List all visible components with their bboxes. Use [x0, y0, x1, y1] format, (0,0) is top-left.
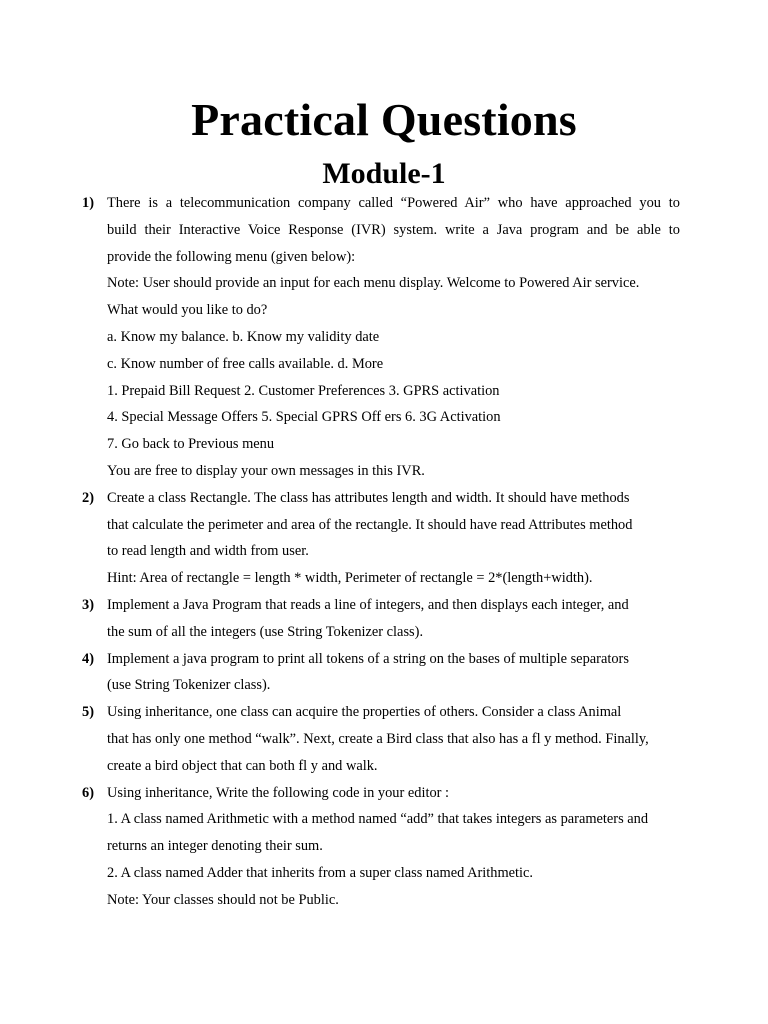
question-line: Hint: Area of rectangle = length * width, Perimeter of rectangle = 2*(length+width).: [107, 570, 593, 587]
question-line: Note: User should provide an input for each menu display. Welcome to Powered Air service.: [107, 275, 640, 292]
question-3: [82, 592, 680, 646]
question-line: What would you like to do?: [107, 302, 268, 319]
question-number: 5): [82, 704, 94, 721]
question-number: 2): [82, 489, 94, 506]
question-6: [82, 780, 680, 914]
question-line: Using inheritance, Write the following code in your editor :: [107, 784, 450, 801]
question-line: Note: Your classes should not be Public.: [107, 891, 339, 908]
question-number: 1): [82, 195, 94, 211]
question-line: that has only one method “walk”. Next, create a Bird class that also has a fl y method. Finally,: [107, 730, 649, 747]
question-2: [82, 485, 680, 592]
question-line: 4. Special Message Offers 5. Special GPRS Off ers 6. 3G Activation: [107, 409, 501, 426]
question-line: Create a class Rectangle. The class has attributes length and width. It should have methods: [107, 489, 630, 506]
module-heading: Module-1: [322, 157, 446, 190]
question-line: build their Interactive Voice Response (IVR) system. write a Java program and be able to: [107, 221, 680, 238]
question-line: You are free to display your own messages in this IVR.: [107, 462, 425, 479]
question-line: 1. A class named Arithmetic with a method named “add” that takes integers as parameters and: [107, 811, 649, 828]
question-line: 2. A class named Adder that inherits from a super class named Arithmetic.: [107, 864, 534, 881]
question-line: (use String Tokenizer class).: [107, 677, 271, 694]
question-line: returns an integer denoting their sum.: [107, 838, 323, 855]
question-line: c. Know number of free calls available. d. More: [107, 355, 384, 372]
question-line: to read length and width from user.: [107, 543, 309, 560]
question-line: 1. Prepaid Bill Request 2. Customer Preferences 3. GPRS activation: [107, 382, 500, 399]
question-line: Implement a Java Program that reads a line of integers, and then displays each integer, and: [107, 596, 629, 613]
question-line: provide the following menu (given below):: [107, 248, 356, 265]
question-number: 4): [82, 650, 94, 667]
question-line: a. Know my balance. b. Know my validity date: [107, 328, 380, 345]
question-5: [82, 699, 680, 779]
question-list: [82, 190, 680, 914]
page-title: Practical Questions: [191, 94, 577, 145]
question-1: [82, 190, 680, 485]
question-line: There is a telecommunication company called “Powered Air” who have approached you to: [107, 195, 680, 211]
question-number: 6): [82, 784, 94, 801]
question-line: 7. Go back to Previous menu: [107, 436, 275, 453]
question-number: 3): [82, 596, 94, 613]
question-line: Using inheritance, one class can acquire the properties of others. Consider a class Animal: [107, 704, 622, 721]
question-line: create a bird object that can both fl y and walk.: [107, 757, 378, 774]
question-line: that calculate the perimeter and area of the rectangle. It should have read Attributes method: [107, 516, 633, 533]
question-4: [82, 646, 680, 700]
question-line: the sum of all the integers (use String Tokenizer class).: [107, 623, 424, 640]
question-line: Implement a java program to print all tokens of a string on the bases of multiple separators: [107, 650, 629, 667]
